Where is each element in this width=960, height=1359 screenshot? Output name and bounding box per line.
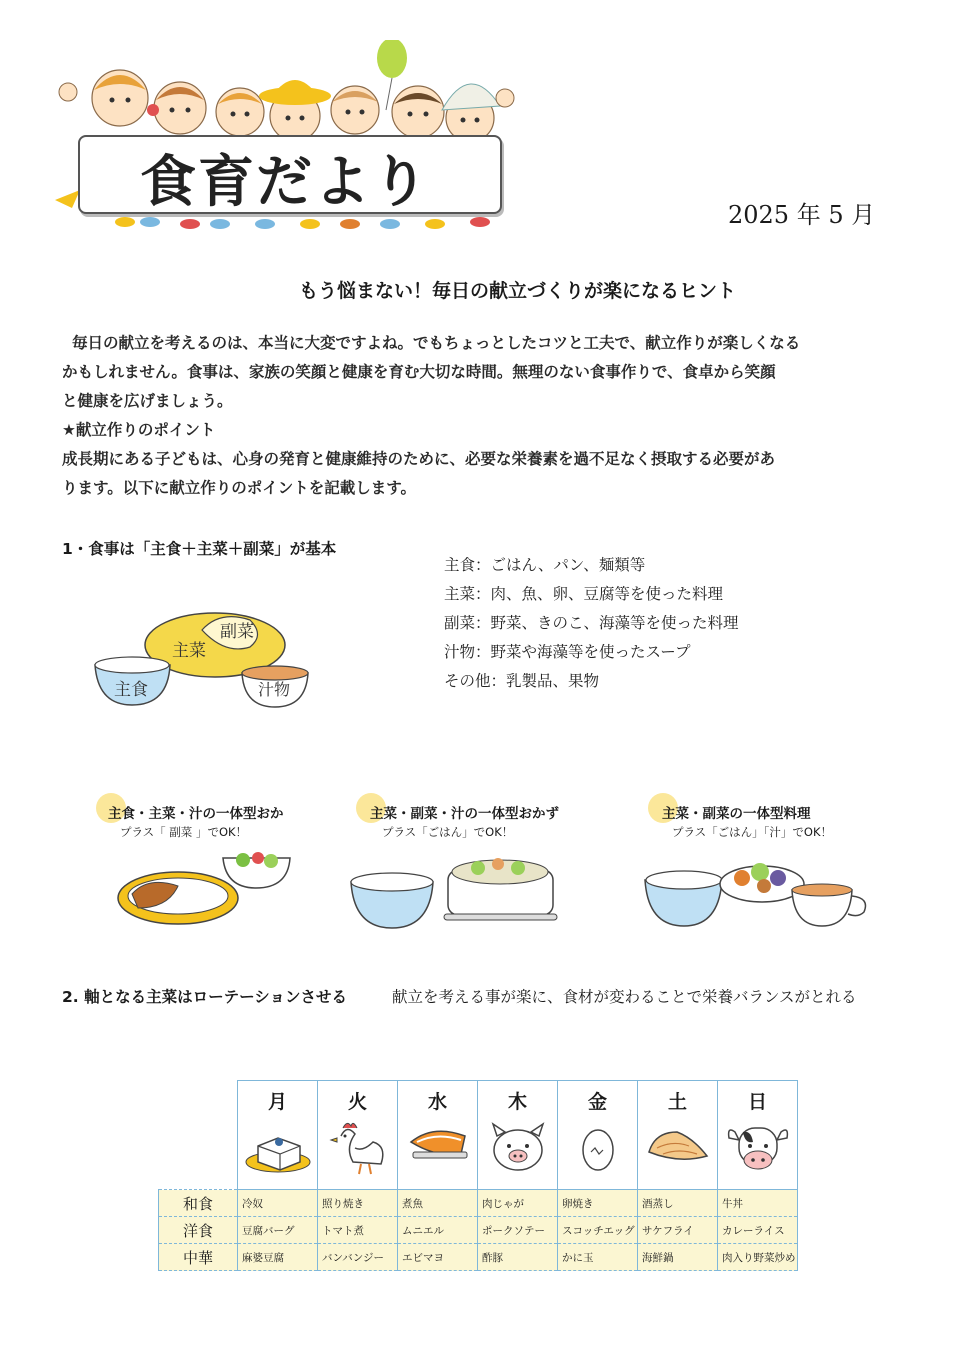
dish-cell: ポークソテー	[478, 1217, 558, 1244]
tofu-icon	[243, 1118, 313, 1178]
table-row	[159, 1244, 798, 1271]
dish-cell: 冷奴	[238, 1190, 318, 1217]
day-label: 月	[267, 1091, 287, 1113]
dish-cell: 肉じゃが	[478, 1190, 558, 1217]
dish-cell: 煮魚	[398, 1190, 478, 1217]
dish-cell: 卵焼き	[558, 1190, 638, 1217]
dish-cell: かに玉	[558, 1244, 638, 1271]
day-column-fri	[558, 1081, 638, 1190]
dish-cell: 麻婆豆腐	[238, 1244, 318, 1271]
set-one-title: 主食・主菜・汁の一体型おか	[108, 806, 284, 822]
day-label: 木	[507, 1091, 527, 1113]
intro-line: 毎日の献立を考えるのは、本当に大変ですよね。でもちょっとしたコツと工夫で、献立作りが楽しくなる	[72, 334, 801, 352]
dish-cell: 豆腐バーグ	[238, 1217, 318, 1244]
pot-meal-illustration	[348, 850, 563, 930]
day-label: 金	[587, 1091, 607, 1113]
set-one	[96, 793, 284, 840]
weekly-rotation-table	[158, 1080, 798, 1271]
dish-cell: 肉入り野菜炒め	[718, 1244, 798, 1271]
row-label: 和食	[159, 1190, 238, 1217]
egg-icon	[563, 1118, 633, 1178]
set-two-title: 主菜・副菜・汁の一体型おかず	[370, 806, 559, 822]
definition-other: その他：乳製品、果物	[444, 672, 600, 690]
set-three-title: 主菜・副菜の一体型料理	[662, 806, 811, 822]
curry-rice-illustration	[108, 848, 298, 928]
intro-line: かもしれません。食事は、家族の笑顔と健康を育む大切な時間。無理のない食事作りで、食卓から笑顔	[62, 363, 776, 381]
shirumono-label: 汁物	[258, 680, 291, 699]
day-column-thu	[478, 1081, 558, 1190]
dish-cell: 酒蒸し	[638, 1190, 718, 1217]
table-corner	[159, 1081, 238, 1190]
set-three-sub: プラス「ごはん」「汁」でOK！	[672, 825, 832, 839]
issue-date: 2025 年 5 月	[728, 201, 876, 229]
day-label: 日	[747, 1091, 767, 1113]
table-row	[159, 1217, 798, 1244]
day-column-sat	[638, 1081, 718, 1190]
dish-cell: スコッチエッグ	[558, 1217, 638, 1244]
chicken-icon	[323, 1118, 393, 1178]
definition-fukusai: 副菜：野菜、きのこ、海藻等を使った料理	[444, 614, 739, 632]
dish-cell: 海鮮鍋	[638, 1244, 718, 1271]
day-column-tue	[318, 1081, 398, 1190]
day-column-wed	[398, 1081, 478, 1190]
dish-cell: エビマヨ	[398, 1244, 478, 1271]
shusai-label: 主菜	[172, 641, 206, 661]
row-label: 洋食	[159, 1217, 238, 1244]
points-heading: ★献立作りのポイント	[62, 421, 216, 439]
day-column-sun	[718, 1081, 798, 1190]
day-column-mon	[238, 1081, 318, 1190]
definition-shusai: 主菜：肉、魚、卵、豆腐等を使った料理	[444, 585, 724, 603]
dish-cell: バンバンジー	[318, 1244, 398, 1271]
pig-icon	[483, 1118, 553, 1178]
section1-heading: 1・食事は「主食＋主菜＋副菜」が基本	[62, 540, 337, 558]
points-line: 成長期にある子どもは、心身の発育と健康維持のために、必要な栄養素を過不足なく摂取する必要があ	[62, 450, 776, 468]
day-label: 火	[347, 1091, 367, 1113]
dish-cell: サケフライ	[638, 1217, 718, 1244]
day-label: 水	[427, 1091, 447, 1113]
shushoku-label: 主食	[114, 680, 148, 700]
table-row	[159, 1190, 798, 1217]
intro-line: と健康を広げましょう。	[62, 392, 233, 410]
definition-shirumono: 汁物：野菜や海藻等を使ったスープ	[444, 643, 691, 661]
newsletter-title: 食育だより	[140, 150, 430, 215]
section2-note: 献立を考える事が楽に、食材が変わることで栄養バランスがとれる	[392, 988, 857, 1006]
set-three	[648, 793, 832, 840]
dish-cell: トマト煮	[318, 1217, 398, 1244]
meal-set-illustration	[90, 605, 320, 715]
row-label: 中華	[159, 1244, 238, 1271]
fish-fillet-icon	[643, 1118, 713, 1178]
set-two-sub: プラス「ごはん」でOK！	[382, 825, 514, 839]
dish-cell: 照り焼き	[318, 1190, 398, 1217]
section2-heading: 2. 軸となる主菜はローテーションさせる	[62, 988, 347, 1006]
points-line: ります。以下に献立作りのポイントを記載します。	[62, 479, 417, 497]
cow-icon	[723, 1118, 793, 1178]
set-two	[356, 793, 559, 840]
dish-cell: ムニエル	[398, 1217, 478, 1244]
set-one-sub: プラス「 副菜 」でOK！	[120, 825, 248, 839]
article-headline: もう悩まない！毎日の献立づくりが楽になるヒント	[298, 280, 736, 302]
fukusai-label: 副菜	[220, 622, 254, 642]
definition-shushoku: 主食：ごはん、パン、麺類等	[444, 556, 646, 574]
dish-cell: 牛丼	[718, 1190, 798, 1217]
dish-cell: 酢豚	[478, 1244, 558, 1271]
day-label: 土	[667, 1091, 687, 1113]
dish-cell: カレーライス	[718, 1217, 798, 1244]
fish-icon	[403, 1118, 473, 1178]
combo-meal-illustration	[642, 850, 877, 930]
intro-paragraph	[62, 329, 862, 503]
